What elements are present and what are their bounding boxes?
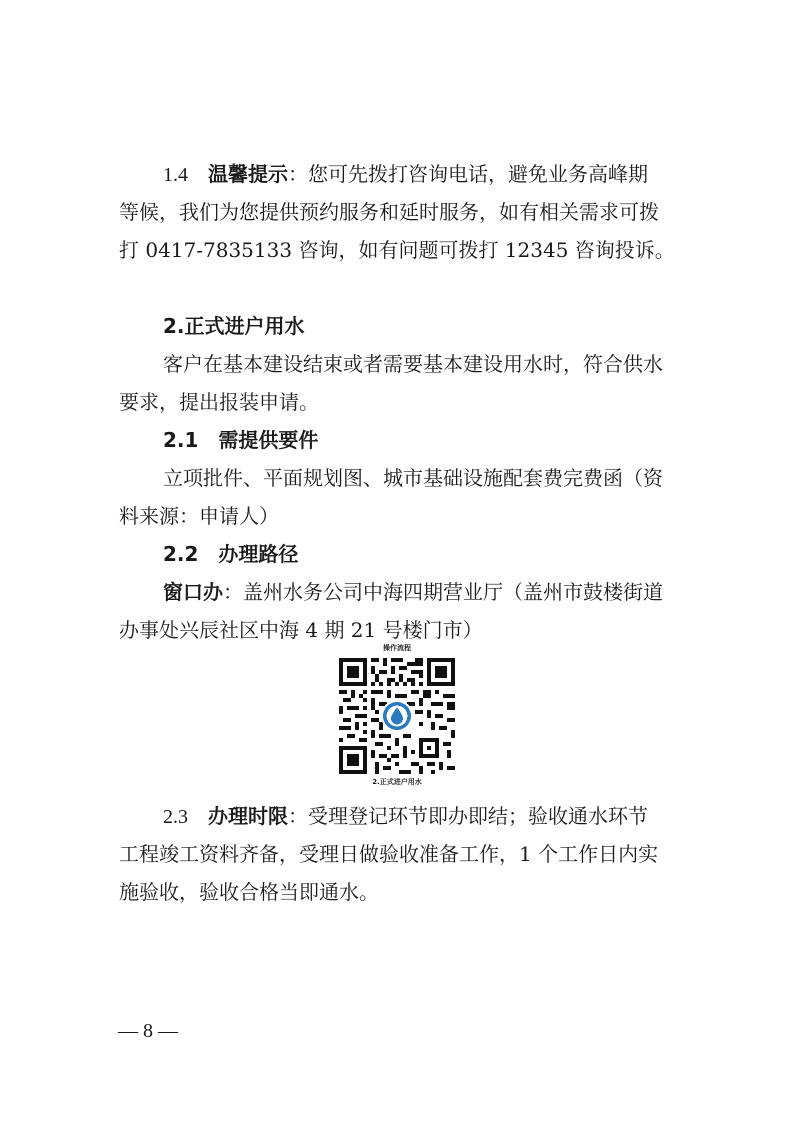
- paragraph-1-4-line-3: 打 0417-7835133 咨询，如有问题可拨打 12345 咨询投诉。: [119, 238, 675, 262]
- section-heading-2-1: 2.1 需提供要件: [163, 428, 319, 452]
- page-number: — 8 —: [118, 1020, 178, 1042]
- section-heading-2-2: 2.2 办理路径: [163, 542, 299, 566]
- paragraph-2-2-line-1: [163, 580, 663, 604]
- paragraph-2-2-line-2: 办事处兴辰社区中海 4 期 21 号楼门市）: [119, 618, 483, 642]
- paragraph-1-4-line-2: 等候，我们为您提供预约服务和延时服务，如有相关需求可拨: [119, 200, 659, 224]
- qr-title: 操作流程: [383, 644, 411, 652]
- qr-caption: 2.正式进户用水: [372, 778, 422, 786]
- paragraph-2-line-1: 客户在基本建设结束或者需要基本建设用水时，符合供水: [163, 352, 663, 376]
- time-limit-label: 办理时限: [208, 804, 288, 828]
- section-heading-2: 2.正式进户用水: [163, 314, 305, 338]
- time-limit-text: ：受理登记环节即办即结；验收通水环节: [288, 804, 648, 828]
- section-number: 2.3: [163, 806, 208, 828]
- paragraph-2-3-line-2: 工程竣工资料齐备，受理日做验收准备工作，1 个工作日内实: [119, 842, 659, 866]
- qr-code-block[interactable]: [334, 644, 460, 792]
- window-text: ：盖州水务公司中海四期营业厅（盖州市鼓楼街道: [223, 580, 663, 604]
- water-drop-logo-icon: [381, 700, 413, 732]
- paragraph-2-3-line-3: 施验收，验收合格当即通水。: [119, 880, 379, 904]
- tip-label: 温馨提示: [208, 162, 288, 186]
- paragraph-2-3-line-1: [163, 804, 648, 829]
- paragraph-1-4-line-1: [163, 162, 648, 187]
- section-number: 1.4: [163, 164, 208, 186]
- tip-text: ：您可先拨打咨询电话，避免业务高峰期: [288, 162, 648, 186]
- paragraph-2-line-2: 要求，提出报装申请。: [119, 390, 319, 414]
- qr-code-icon[interactable]: [339, 658, 455, 774]
- paragraph-2-1-line-2: 料来源：申请人）: [119, 504, 279, 528]
- window-label: 窗口办: [163, 580, 223, 604]
- paragraph-2-1-line-1: 立项批件、平面规划图、城市基础设施配套费完费函（资: [163, 466, 663, 490]
